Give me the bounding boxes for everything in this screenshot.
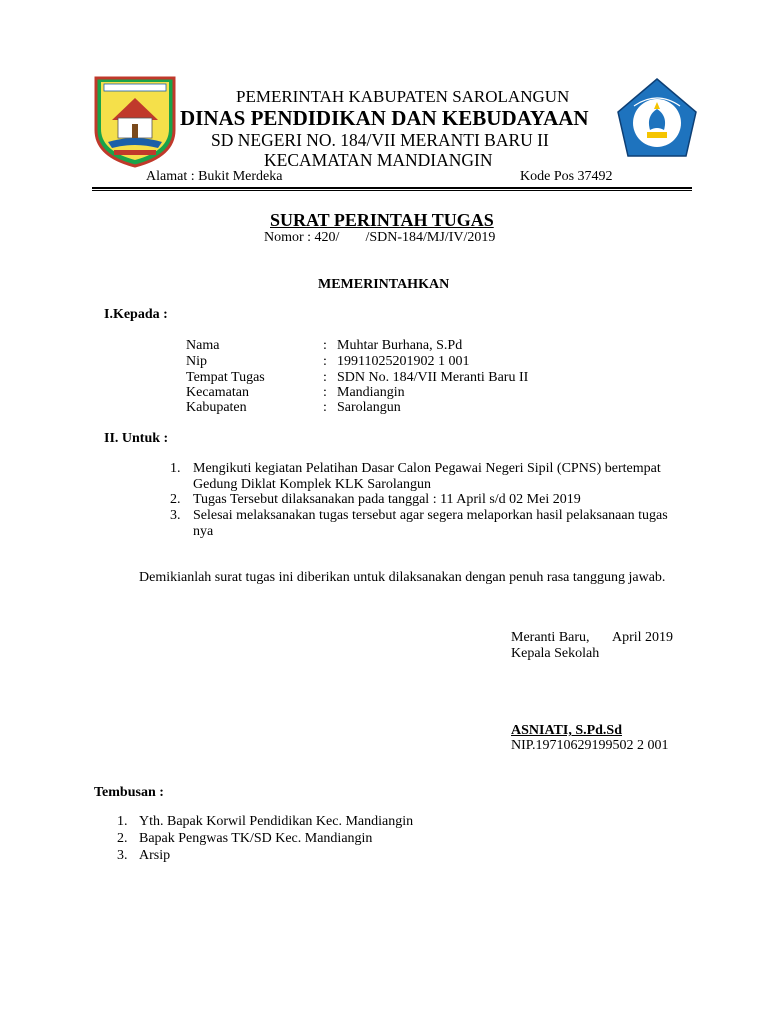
header-rule-thick	[92, 187, 692, 189]
tut-wuri-handayani-logo	[614, 76, 700, 162]
list-item: Bapak Pengwas TK/SD Kec. Mandiangin	[139, 831, 373, 846]
field-value-nip: 19911025201902 1 001	[337, 354, 470, 369]
field-label: Tempat Tugas	[186, 370, 265, 385]
field-colon: :	[323, 385, 327, 400]
header-district: KECAMATAN MANDIANGIN	[264, 150, 493, 170]
field-value-subdistrict: Mandiangin	[337, 385, 405, 400]
signature-date: April 2019	[612, 630, 674, 645]
list-item: Yth. Bapak Korwil Pendidikan Kec. Mandiangin	[139, 814, 414, 829]
list-number: 2.	[170, 492, 181, 507]
list-number: 2.	[117, 831, 128, 846]
letter-number-prefix: Nomor : 420/	[264, 230, 340, 245]
closing-statement: Demikianlah surat tugas ini diberikan untuk dilaksanakan dengan penuh rasa tanggung jawab.	[139, 570, 666, 585]
postal-code: Kode Pos 37492	[520, 169, 613, 184]
field-colon: :	[323, 354, 327, 369]
signatory-name: ASNIATI, S.Pd.Sd	[511, 723, 623, 738]
header-rule-thin	[92, 190, 692, 191]
header-department: DINAS PENDIDIKAN DAN KEBUDAYAAN	[180, 106, 589, 130]
field-colon: :	[323, 400, 327, 415]
signature-position: Kepala Sekolah	[511, 646, 600, 661]
list-item: Selesai melaksanakan tugas tersebut agar segera melaporkan hasil pelaksanaan tugas	[193, 508, 668, 523]
list-item: Mengikuti kegiatan Pelatihan Dasar Calon Pegawai Negeri Sipil (CPNS) bertempat	[193, 461, 661, 476]
field-value-workplace: SDN No. 184/VII Meranti Baru II	[337, 370, 529, 385]
command-heading: MEMERINTAHKAN	[318, 277, 450, 292]
address: Alamat : Bukit Merdeka	[146, 169, 283, 184]
field-label: Nama	[186, 338, 220, 353]
letter-number-suffix: /SDN-184/MJ/IV/2019	[365, 230, 496, 245]
field-value-name: Muhtar Burhana, S.Pd	[337, 338, 463, 353]
list-item: Tugas Tersebut dilaksanakan pada tanggal : 11 April s/d 02 Mei 2019	[193, 492, 581, 507]
list-item-cont: Gedung Diklat Komplek KLK Sarolangun	[193, 477, 431, 492]
field-label: Kecamatan	[186, 385, 249, 400]
header-school: SD NEGERI NO. 184/VII MERANTI BARU II	[211, 130, 549, 150]
list-item-cont: nya	[193, 524, 214, 539]
signatory-nip: NIP.19710629199502 2 001	[511, 738, 669, 753]
field-colon: :	[323, 338, 327, 353]
letter-number	[264, 230, 495, 246]
list-number: 3.	[117, 848, 128, 863]
field-value-regency: Sarolangun	[337, 400, 401, 415]
field-label: Kabupaten	[186, 400, 247, 415]
field-label: Nip	[186, 354, 207, 369]
list-number: 1.	[170, 461, 181, 476]
header-government: PEMERINTAH KABUPATEN SAROLANGUN	[236, 87, 570, 106]
sarolangun-emblem-logo	[92, 72, 178, 168]
purpose-heading: II. Untuk :	[104, 431, 169, 446]
copies-heading: Tembusan :	[94, 785, 164, 800]
signature-place: Meranti Baru,	[511, 630, 590, 645]
to-heading: I.Kepada :	[104, 307, 168, 322]
letter-title: SURAT PERINTAH TUGAS	[270, 210, 494, 230]
list-number: 3.	[170, 508, 181, 523]
field-colon: :	[323, 370, 327, 385]
list-item: Arsip	[139, 848, 171, 863]
list-number: 1.	[117, 814, 128, 829]
